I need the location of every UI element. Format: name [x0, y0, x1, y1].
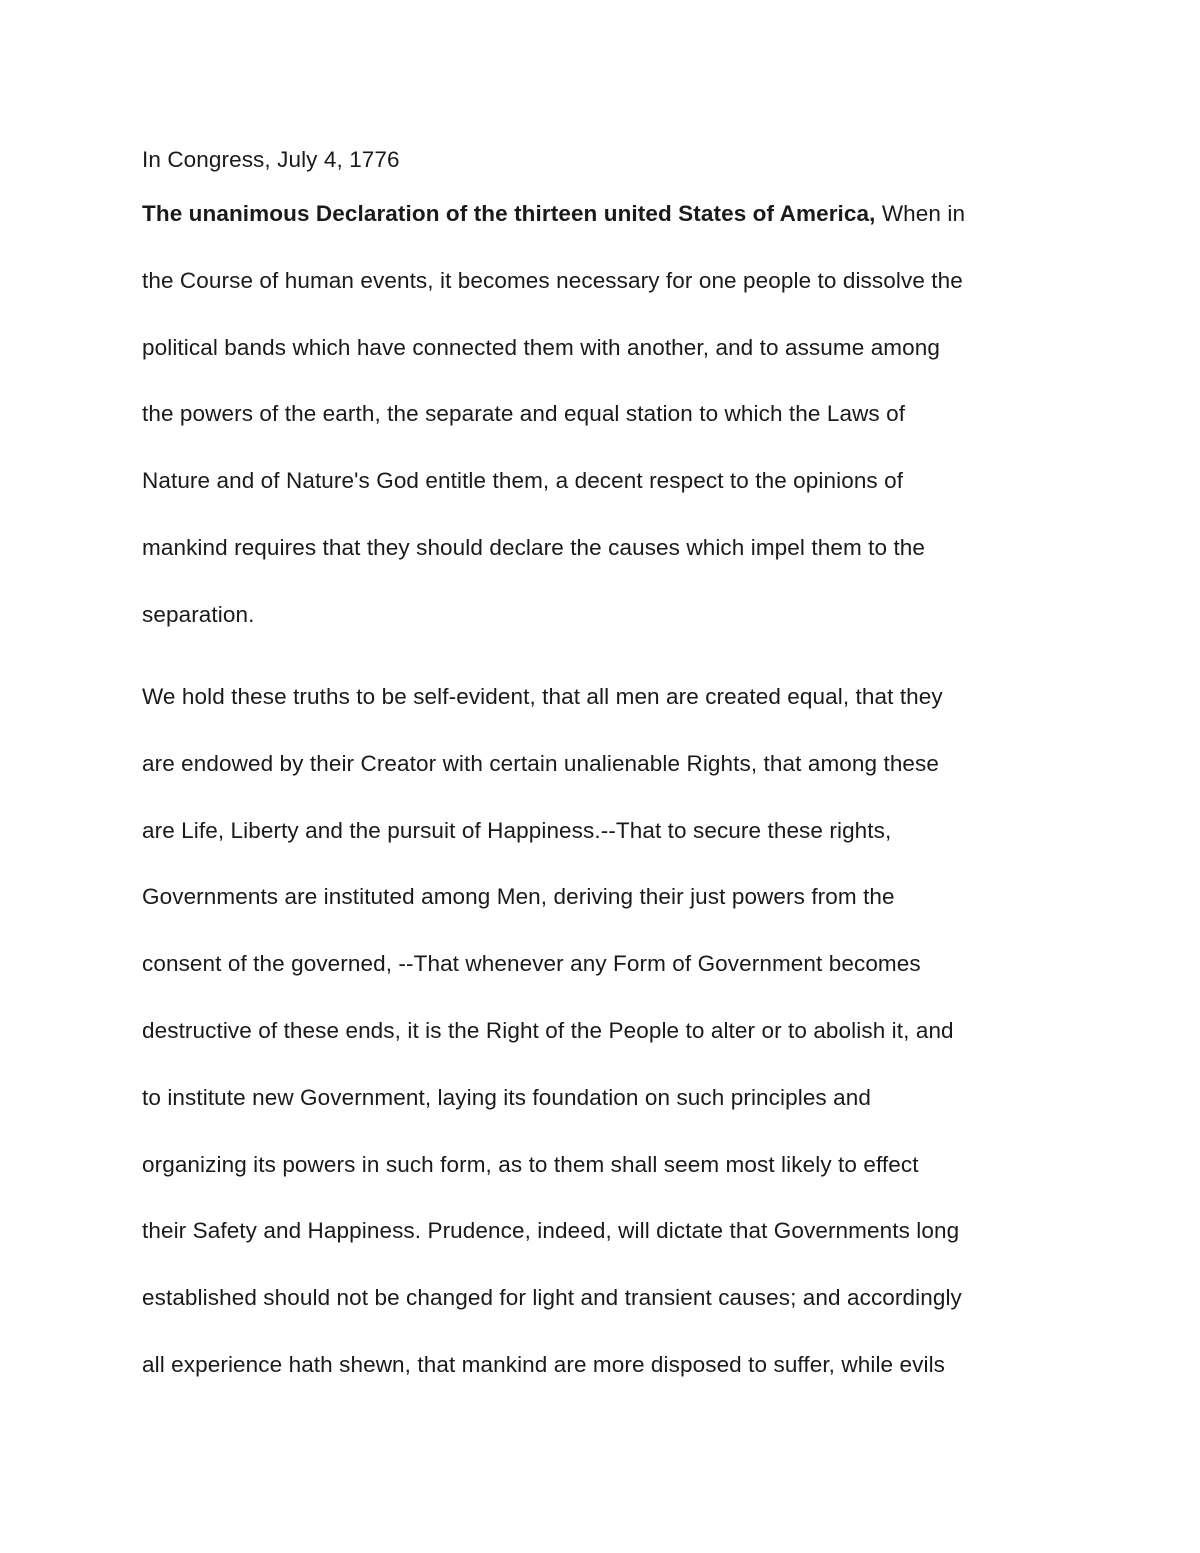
- paragraph-line: Governments are instituted among Men, deriving their just powers from the: [142, 884, 895, 910]
- paragraph-line: are endowed by their Creator with certain unalienable Rights, that among these: [142, 750, 940, 776]
- paragraph-line: are Life, Liberty and the pursuit of Happiness.--That to secure these rights,: [142, 817, 892, 843]
- paragraph-line: to institute new Government, laying its foundation on such principles and: [142, 1084, 871, 1110]
- title-line-rest: When in: [875, 201, 966, 226]
- paragraph-line: We hold these truths to be self-evident, that all men are created equal, that they: [142, 684, 943, 709]
- paragraph-line: Nature and of Nature's God entitle them, a decent respect to the opinions of: [142, 468, 904, 494]
- paragraph-line: separation.: [142, 601, 255, 627]
- paragraph-line: organizing its powers in such form, as to them shall seem most likely to effect: [142, 1151, 919, 1177]
- paragraph-line: their Safety and Happiness. Prudence, indeed, will dictate that Governments long: [142, 1218, 960, 1244]
- paragraph-line: all experience hath shewn, that mankind are more disposed to suffer, while evils: [142, 1351, 946, 1377]
- declaration-title: The unanimous Declaration of the thirteen united States of America,: [142, 201, 876, 226]
- paragraph-line: political bands which have connected them with another, and to assume among: [142, 334, 940, 360]
- paragraph-line: established should not be changed for light and transient causes; and accordingly: [142, 1285, 962, 1311]
- header-line: In Congress, July 4, 1776: [142, 147, 400, 172]
- paragraph-line: [142, 199, 1062, 266]
- paragraph-line: mankind requires that they should declare the causes which impel them to the: [142, 534, 926, 560]
- paragraph-preamble: [142, 199, 1062, 667]
- paragraph-line: destructive of these ends, it is the Right of the People to alter or to abolish it, and: [142, 1017, 954, 1043]
- paragraph-line: consent of the governed, --That whenever any Form of Government becomes: [142, 951, 921, 977]
- paragraph-self-evident-truths: [142, 682, 1062, 1417]
- paragraph-line: the powers of the earth, the separate and equal station to which the Laws of: [142, 401, 906, 427]
- paragraph-line: the Course of human events, it becomes necessary for one people to dissolve the: [142, 267, 963, 293]
